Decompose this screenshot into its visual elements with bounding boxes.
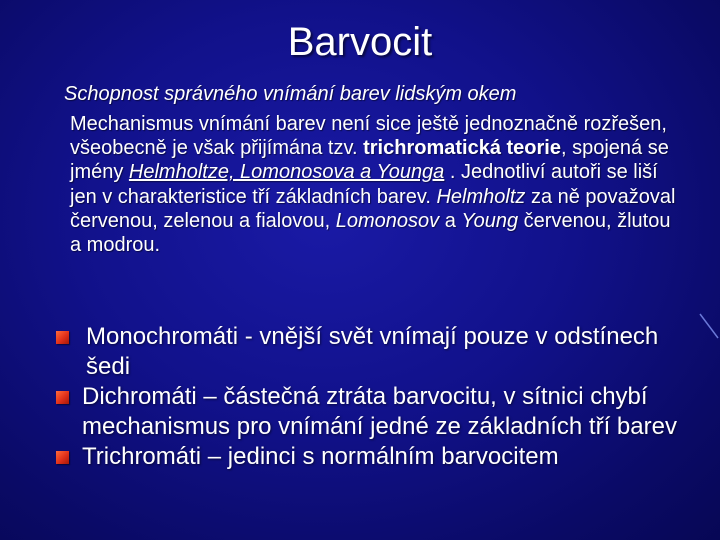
underlined-names: Helmholtze, Lomonosova a Younga [128,161,445,184]
paragraph-text: a [439,209,462,232]
bullet-text: Monochromáti - vnější svět vnímají pouze v odstínech šedi [86,323,659,380]
bullet-square-icon [56,391,69,404]
lead-text: Schopnost správného vnímání barev lidským okem [64,83,517,105]
decorative-line [698,312,720,340]
name-young: Young [461,209,519,232]
list-item [56,442,686,472]
paragraph-text: , spojená se jmény [70,137,669,184]
list-item [56,322,686,382]
bullet-square-icon [56,451,69,464]
bold-term: trichromatická teorie [363,137,561,160]
body-paragraph [70,112,685,257]
paragraph-text: . Jednotliví autoři se liší jen v charakteristice tří základních barev. [70,161,658,208]
bullet-list [56,322,686,472]
name-helmholtz: Helmholtz [436,185,526,208]
bullet-text: Dichromáti – částečná ztráta barvocitu, v sítnici chybí mechanismus pro vnímání jedné ze základních tří barev [82,383,677,440]
paragraph-text: červenou, žlutou a modrou. [70,209,671,257]
bullet-text: Trichromáti – jedinci s normálním barvocitem [82,443,559,470]
bullet-square-icon [56,331,69,344]
slide-title: Barvocit [287,20,433,64]
paragraph-text: za ně považoval červenou, zelenou a fialovou, [70,185,676,232]
list-item [56,382,686,442]
name-lomonosov: Lomonosov [335,209,440,232]
paragraph-text: Mechanismus vnímání barev není sice ještě jednoznačně rozřešen, všeobecně je však přijímána tzv. [70,113,667,160]
